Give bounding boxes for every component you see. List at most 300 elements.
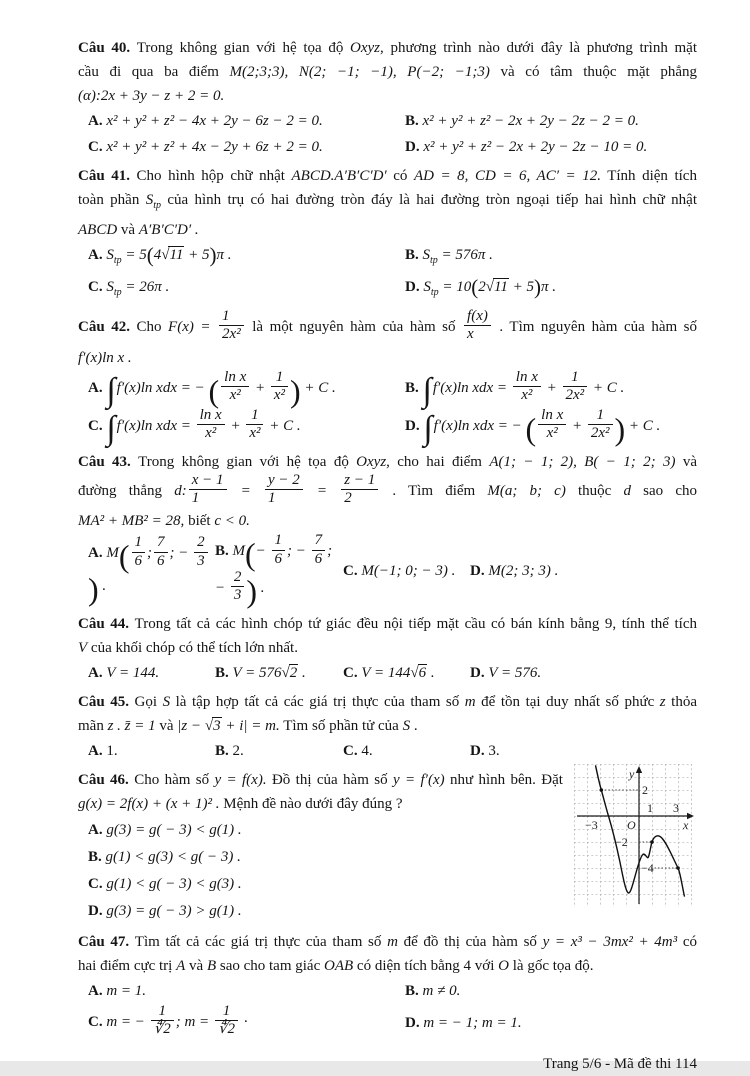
math-run: x² + y² + z² − 2x + 2y − 2z − 10 = 0.: [423, 139, 648, 155]
paren: (: [118, 538, 130, 575]
math-run: f′(x)ln xdx =: [116, 418, 195, 435]
math-run: AD = 8, CD = 6, AC′ = 12.: [413, 168, 601, 184]
text-span: và: [185, 957, 207, 974]
x-axis-label: x: [683, 817, 689, 832]
math-run: y = f′(x): [392, 771, 445, 788]
fraction-denominator: 6: [274, 550, 283, 567]
text-span: để tồn tại duy nhất số phức: [475, 693, 660, 710]
integral-sign: ∫: [423, 409, 433, 447]
text-span: và: [117, 222, 139, 238]
question-number: Câu 47.: [78, 933, 135, 950]
fraction: [229, 569, 247, 605]
math-run: π .: [541, 279, 557, 295]
option: [88, 534, 215, 607]
options: [78, 368, 697, 448]
question-number: Câu 45.: [78, 693, 135, 710]
text-span: và: [675, 453, 697, 470]
fraction-numerator: ln x: [538, 407, 566, 425]
square-root: [486, 279, 509, 295]
options: [78, 979, 697, 1041]
paren: ): [290, 372, 301, 409]
math-run: f′(x)ln xdx = −: [433, 417, 526, 434]
option: [405, 406, 697, 447]
fraction-numerator: 1: [271, 369, 288, 387]
tick-m4: −4: [641, 860, 654, 875]
fraction-denominator: 1: [191, 490, 200, 507]
page-footer: Trang 5/6 - Mã đề thi 114: [543, 1056, 697, 1073]
math-run: x² + y² + z² + 4x − 2y + 6z + 2 = 0.: [106, 139, 323, 155]
option-key: C.: [88, 875, 107, 892]
question-text-line: [78, 509, 697, 533]
fraction-numerator: 2: [194, 534, 208, 552]
math-run: M: [232, 543, 246, 560]
fraction-denominator: 3: [197, 552, 205, 569]
option: [343, 739, 470, 763]
question: [78, 450, 697, 607]
paren: (: [208, 372, 220, 409]
text-span: Đồ thị của hàm số: [266, 771, 393, 788]
radicand: 6: [418, 664, 427, 681]
fraction: [270, 532, 288, 568]
question: [78, 768, 697, 925]
square-root: [282, 665, 299, 681]
text-span: Tìm tất cả các giá trị thực của tham số: [134, 933, 388, 950]
option: [405, 1011, 697, 1035]
math-run: |z −: [177, 717, 205, 734]
option: [405, 979, 697, 1003]
question-number: Câu 42.: [78, 319, 137, 336]
option-key: D.: [470, 742, 489, 759]
math-run: O: [498, 957, 509, 974]
fraction-numerator: 7: [312, 532, 326, 550]
fraction-numerator: 1: [563, 369, 588, 387]
text-span: của hình trụ có hai đường tròn đáy là hai đường tròn ngoại tiếp hai hình chữ nhật: [160, 192, 698, 208]
math-run: A(1; − 1; 2), B( − 1; 2; 3): [489, 453, 676, 470]
text-span: đường thẳng: [78, 483, 175, 500]
fraction-numerator: ln x: [197, 407, 225, 425]
option: [88, 109, 405, 133]
math-run: z: [659, 693, 666, 710]
math-run: π .: [216, 247, 232, 263]
fraction: [195, 407, 227, 443]
math-run: + C .: [625, 417, 661, 434]
fraction-denominator: 1: [267, 490, 276, 507]
option-key: C.: [343, 742, 362, 759]
math-run: + C .: [589, 380, 625, 397]
option-key: C.: [88, 139, 107, 155]
integral-sign: ∫: [422, 372, 432, 410]
option-key: D.: [470, 562, 489, 579]
math-run: B: [206, 957, 217, 974]
paren: ): [246, 572, 258, 609]
text-span: toàn phần: [78, 192, 146, 208]
math-run: g(3) = g( − 3) > g(1) .: [106, 902, 242, 919]
fraction-denominator: x²: [249, 425, 261, 442]
option: [88, 243, 405, 273]
radical-sign: √: [204, 717, 214, 734]
option: [405, 368, 697, 410]
math-run: F(x) =: [168, 319, 218, 336]
math-run: V = 576: [232, 664, 282, 681]
text-span: là gốc tọa độ.: [509, 957, 594, 974]
question-number: Câu 44.: [78, 615, 135, 632]
math-run: S: [162, 693, 171, 710]
math-run: =: [228, 483, 263, 500]
option-key: B.: [405, 380, 423, 397]
fraction: [152, 534, 170, 570]
math-run: + 5: [184, 247, 210, 263]
paren: ): [534, 275, 541, 299]
fraction-numerator: 7: [154, 534, 168, 552]
text-span: 1.: [106, 742, 118, 759]
option-key: B.: [215, 742, 233, 759]
fraction-numerator: y − 2: [265, 472, 303, 490]
math-run: = 5: [121, 247, 147, 263]
fraction: [217, 308, 246, 344]
question-number: Câu 43.: [78, 453, 139, 470]
math-run: .: [257, 579, 265, 596]
option-key: B.: [405, 247, 423, 263]
fraction-numerator: 1: [151, 1003, 174, 1021]
options: [78, 661, 697, 685]
math-run: +: [251, 379, 269, 396]
math-run: +: [568, 417, 586, 434]
fraction-denominator: 6: [314, 550, 323, 567]
math-run: y = f(x).: [214, 771, 267, 788]
origin-label: O: [627, 817, 636, 832]
question: [78, 612, 697, 685]
option-key: B.: [215, 543, 233, 560]
options: [78, 243, 697, 305]
option-key: B.: [405, 113, 423, 129]
text-span: Trong tất cả các hình chóp tứ giác đều nội tiếp mặt cầu có bán kính bằng 9, tính thể tích: [134, 615, 697, 632]
math-run: V = 144: [361, 664, 411, 681]
math-run: M(2; 3; 3) .: [488, 562, 559, 579]
subscript: tp: [113, 287, 122, 298]
option: [88, 979, 405, 1003]
text-span: Trong không gian với hệ tọa độ: [138, 453, 357, 470]
option-key: A.: [88, 742, 107, 759]
math-run: + C .: [265, 418, 301, 435]
option-key: A.: [88, 821, 107, 838]
math-run: A: [176, 957, 186, 974]
paren: ): [88, 570, 99, 607]
integral-sign: ∫: [106, 410, 116, 448]
text-span: cầu đi qua ba điểm: [78, 64, 230, 80]
math-run: ·: [240, 1013, 248, 1030]
math-run: S: [423, 279, 431, 295]
math-run: m = 1.: [106, 982, 147, 999]
math-run: +: [542, 380, 561, 397]
option-key: D.: [405, 139, 424, 155]
question-text-line: [78, 714, 697, 738]
option-key: A.: [88, 379, 107, 396]
radicand: 11: [169, 247, 184, 263]
fraction-denominator: 3: [233, 586, 242, 603]
question-text-line: [78, 471, 698, 510]
math-run: m = − 1; m = 1.: [423, 1014, 522, 1031]
math-run: ;: [147, 545, 152, 562]
option: [405, 275, 697, 305]
option: [88, 1002, 405, 1041]
option-key: C.: [343, 562, 362, 579]
fraction: [219, 369, 251, 405]
option-key: D.: [405, 1014, 424, 1031]
paren: (: [525, 410, 537, 447]
text-span: thuộc: [565, 483, 624, 500]
text-span: .: [410, 717, 418, 734]
option: [88, 661, 215, 685]
fraction-denominator: x²: [273, 386, 286, 403]
math-run: V = 576.: [488, 664, 542, 681]
fraction: [244, 407, 265, 443]
question-text-line: [78, 930, 697, 954]
square-root: [410, 665, 427, 681]
subscript: tp: [430, 255, 438, 266]
fraction: [310, 532, 328, 568]
fraction: [130, 534, 148, 570]
question-text-line: [78, 636, 697, 660]
math-run: x² + y² + z² − 2x + 2y − 2z − 2 = 0.: [422, 113, 639, 129]
option: [215, 739, 343, 763]
option-key: A.: [88, 247, 107, 263]
math-run: x² + y² + z² − 4x + 2y − 6z − 2 = 0.: [106, 113, 323, 129]
fraction-denominator: 2x²: [565, 387, 585, 404]
fraction-denominator: 2x²: [590, 424, 610, 441]
text-span: , cho hai điểm: [386, 453, 490, 470]
math-run: ABCD: [78, 222, 118, 238]
question-text-line: [78, 346, 697, 370]
option-key: C.: [88, 279, 107, 295]
option-key: D.: [88, 902, 107, 919]
questions: [78, 36, 697, 1040]
integral-sign: ∫: [106, 371, 116, 409]
math-run: S: [106, 247, 114, 263]
math-run: m = −: [106, 1013, 149, 1030]
question-text-line: [78, 954, 697, 978]
question-text-line: [78, 218, 697, 242]
point-m3-2: [600, 788, 604, 792]
fraction: [263, 472, 305, 508]
math-run: A′B′C′D′ .: [138, 222, 199, 238]
math-run: + C .: [300, 379, 336, 396]
tick-m2: −2: [615, 834, 628, 849]
fraction-numerator: ln x: [221, 369, 249, 387]
math-run: M: [106, 545, 119, 562]
option-key: D.: [405, 417, 424, 434]
math-run: m: [387, 933, 398, 950]
math-run: +: [226, 418, 245, 435]
option: [88, 739, 215, 763]
math-run: V = 144.: [106, 664, 160, 681]
math-run: (α):2x + 3y − z + 2 = 0.: [78, 88, 225, 104]
text-span: 4.: [361, 742, 373, 759]
text-span: sao cho tam giác: [216, 957, 324, 974]
radical-sign: √: [410, 664, 419, 681]
option-key: C.: [88, 1013, 107, 1030]
math-run: + 5: [508, 279, 534, 295]
fraction: [187, 472, 229, 508]
math-run: ABCD.A′B′C′D′: [291, 168, 387, 184]
math-run: g(3) = g( − 3) < g(1) .: [106, 821, 242, 838]
fraction: [213, 1003, 240, 1039]
text-span: Trong không gian với hệ tọa độ: [136, 40, 351, 56]
math-run: S: [422, 247, 431, 263]
options: [78, 739, 697, 763]
fraction-denominator: x²: [205, 425, 217, 442]
math-run: f′(x)ln xdx =: [432, 380, 511, 397]
text-span: của khối chóp có thể tích lớn nhất.: [87, 639, 298, 656]
text-span: Tính diện tích: [600, 168, 697, 184]
derivative-graph: [573, 764, 697, 908]
math-run: −: [255, 543, 270, 560]
fraction-denominator: x²: [521, 387, 533, 404]
square-root: [205, 718, 222, 734]
radicand: 11: [493, 279, 508, 295]
radicand: 2: [289, 664, 298, 681]
point-1-m2: [650, 840, 654, 844]
option-key: D.: [470, 664, 489, 681]
math-run: .: [98, 577, 107, 594]
option: [88, 368, 405, 409]
fraction: [586, 407, 615, 443]
question-text-line: [78, 690, 697, 714]
math-run: =: [304, 483, 340, 500]
option: [88, 275, 405, 305]
option: [405, 109, 697, 133]
text-span: 3.: [488, 742, 500, 759]
radical-sign: √: [281, 664, 290, 681]
question-number: Câu 40.: [78, 40, 137, 56]
fraction-numerator: 1: [219, 308, 244, 326]
math-run: S: [145, 192, 154, 208]
paren: (: [471, 275, 479, 299]
options: [78, 109, 697, 159]
fraction-numerator: ln x: [513, 369, 541, 387]
options: [78, 532, 697, 609]
math-run: c < 0.: [214, 513, 250, 530]
question-number: Câu 46.: [78, 771, 135, 788]
math-run: S: [402, 717, 411, 734]
option-key: B.: [405, 982, 423, 999]
radical-sign: √: [161, 247, 170, 263]
fraction-denominator: ∜2: [153, 1021, 171, 1037]
fraction: [149, 1003, 176, 1039]
radical-sign: √: [485, 279, 494, 295]
option-key: D.: [405, 279, 424, 295]
fraction: [269, 369, 290, 405]
math-run: ; −: [287, 543, 310, 560]
fraction-numerator: 2: [231, 569, 245, 587]
paren: (: [146, 243, 154, 267]
text-span: Cho hình hộp chữ nhật: [136, 168, 292, 184]
math-run: V: [78, 639, 88, 656]
option: [470, 661, 697, 685]
math-run: = 576π .: [437, 247, 493, 263]
question-text-line: [78, 310, 697, 346]
math-run: m: [464, 693, 476, 710]
tick-m3: −3: [585, 817, 598, 832]
text-span: có: [386, 168, 414, 184]
square-root: [161, 247, 184, 263]
question: [78, 690, 697, 763]
fraction-numerator: 1: [588, 407, 613, 425]
text-span: thỏa: [665, 693, 697, 710]
math-run: g(1) < g( − 3) < g(3) .: [106, 875, 242, 892]
math-run: M(−1; 0; − 3) .: [361, 562, 456, 579]
fraction: [462, 308, 493, 344]
math-run: .: [298, 664, 306, 681]
text-span: Mệnh đề nào dưới đây đúng ?: [219, 795, 403, 812]
text-span: . Tìm điểm: [380, 483, 488, 500]
fraction-numerator: 1: [272, 532, 286, 550]
math-run: S: [106, 279, 114, 295]
fraction: [511, 369, 543, 405]
fraction: [192, 534, 210, 570]
text-span: Cho hàm số: [134, 771, 215, 788]
point-3-m4: [676, 866, 680, 870]
option-key: C.: [343, 664, 362, 681]
fraction: [536, 407, 568, 443]
question-text-line: [78, 60, 697, 84]
text-span: , phương trình nào dưới đây là phương trình mặt: [380, 40, 697, 56]
fraction-denominator: 6: [157, 552, 165, 569]
text-span: có diện tích bằng 4 với: [353, 957, 499, 974]
question: [78, 308, 698, 448]
tick-3: 3: [673, 800, 679, 815]
text-span: biết: [184, 513, 215, 530]
fraction-numerator: z − 1: [341, 472, 378, 490]
math-run: ; −: [215, 543, 333, 596]
subscript: tp: [153, 200, 161, 211]
option: [405, 243, 697, 273]
text-span: hai điểm cực trị: [78, 957, 177, 974]
math-run: 2: [478, 279, 486, 295]
option: [470, 559, 697, 583]
text-span: và có tâm thuộc mặt phẳng: [489, 64, 697, 80]
math-run: OAB: [324, 957, 354, 974]
math-run: 4: [153, 247, 162, 263]
fraction-numerator: 1: [215, 1003, 238, 1021]
question-text-line: [78, 188, 697, 218]
math-run: = 26π .: [121, 279, 170, 295]
fraction: [339, 472, 380, 508]
text-span: . Tìm nguyên hàm của hàm số: [492, 319, 698, 336]
fraction-denominator: 2x²: [222, 326, 241, 343]
math-run: z . z̄ = 1: [107, 717, 156, 734]
fraction-denominator: x²: [546, 424, 558, 441]
text-span: Tìm số phần tử của: [279, 717, 403, 734]
text-span: như hình bên. Đặt: [444, 771, 563, 788]
text-span: Cho: [136, 319, 169, 336]
math-run: m ≠ 0.: [422, 982, 461, 999]
math-run: M(2;3;3), N(2; −1; −1), P(−2; −1;3): [229, 64, 490, 80]
option-key: B.: [88, 848, 106, 865]
text-span: là tập hợp tất cả các giá trị thực của tham số: [170, 693, 465, 710]
math-run: ; m =: [175, 1013, 213, 1030]
option: [88, 135, 405, 159]
option-key: A.: [88, 545, 107, 562]
text-span: Gọi: [134, 693, 163, 710]
paren: (: [245, 536, 256, 573]
math-run: y = x³ − 3mx² + 4m³: [542, 933, 678, 950]
math-run: Oxyz: [350, 40, 381, 56]
tick-2: 2: [642, 782, 648, 797]
fraction: [561, 369, 590, 405]
fraction-denominator: 6: [134, 552, 142, 569]
option: [88, 407, 405, 448]
math-run: Oxyz: [356, 453, 387, 470]
